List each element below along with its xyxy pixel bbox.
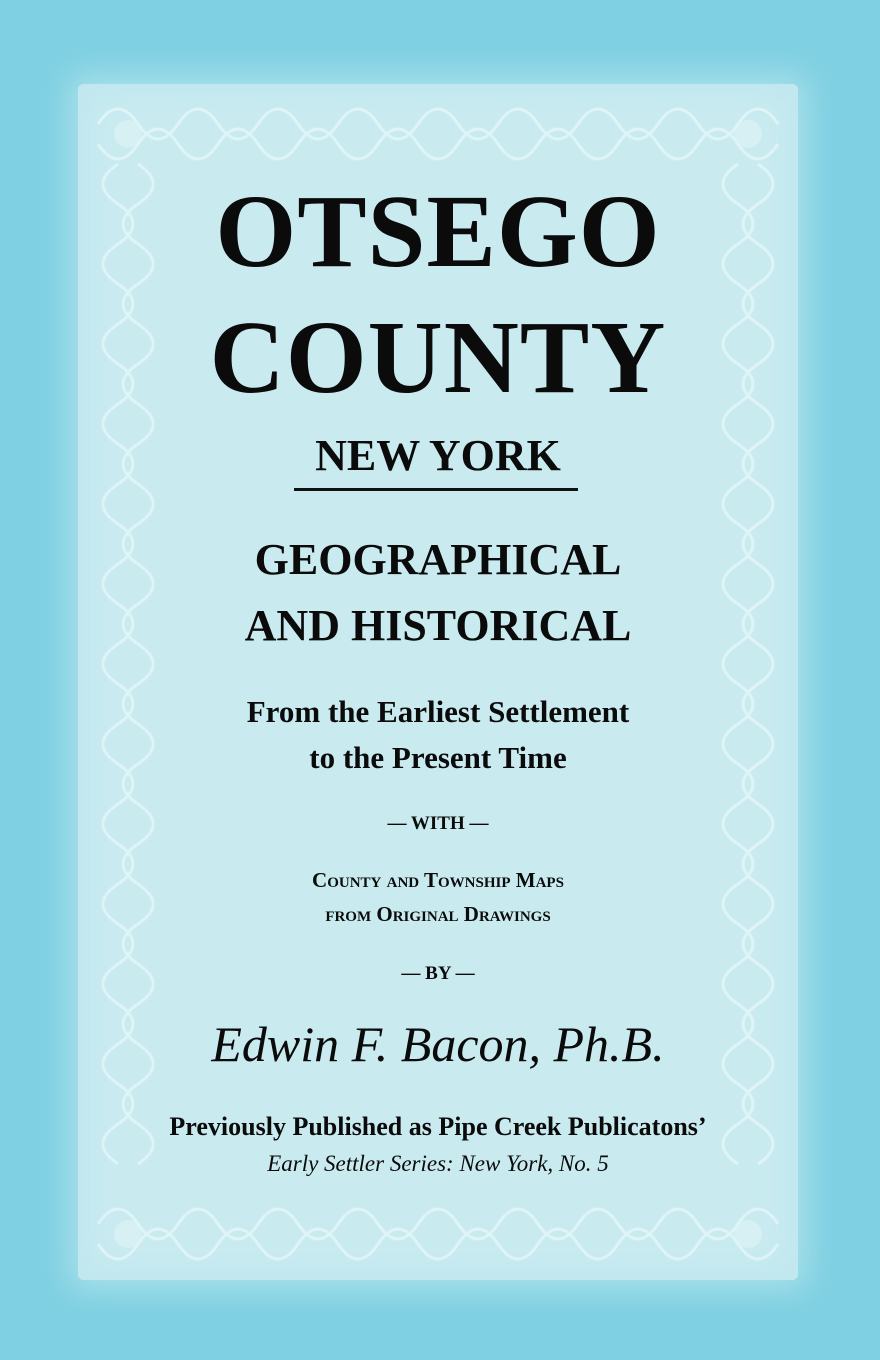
from-line-2: to the Present Time xyxy=(309,740,567,775)
state-heading: NEW YORK xyxy=(315,431,561,480)
cover-text xyxy=(78,84,798,1280)
state-underline xyxy=(294,488,578,491)
title-line-1: OTSEGO xyxy=(215,174,661,289)
maps-line-2: from Original Drawings xyxy=(325,902,551,926)
by-label: — BY — xyxy=(401,963,475,984)
title-line-2: COUNTY xyxy=(209,300,667,415)
with-label: — WITH — xyxy=(387,813,489,834)
subtitle-line-1: GEOGRAPHICAL xyxy=(254,535,622,584)
from-line-1: From the Earliest Settlement xyxy=(246,694,630,729)
series-note: Early Settler Series: New York, No. 5 xyxy=(267,1151,609,1176)
maps-line-1: County and Township Maps xyxy=(312,868,564,892)
previously-published-note: Previously Published as Pipe Creek Publicatons’ xyxy=(169,1112,707,1141)
subtitle-line-2: AND HISTORICAL xyxy=(244,601,632,650)
author-name: Edwin F. Bacon, Ph.B. xyxy=(211,1016,665,1072)
